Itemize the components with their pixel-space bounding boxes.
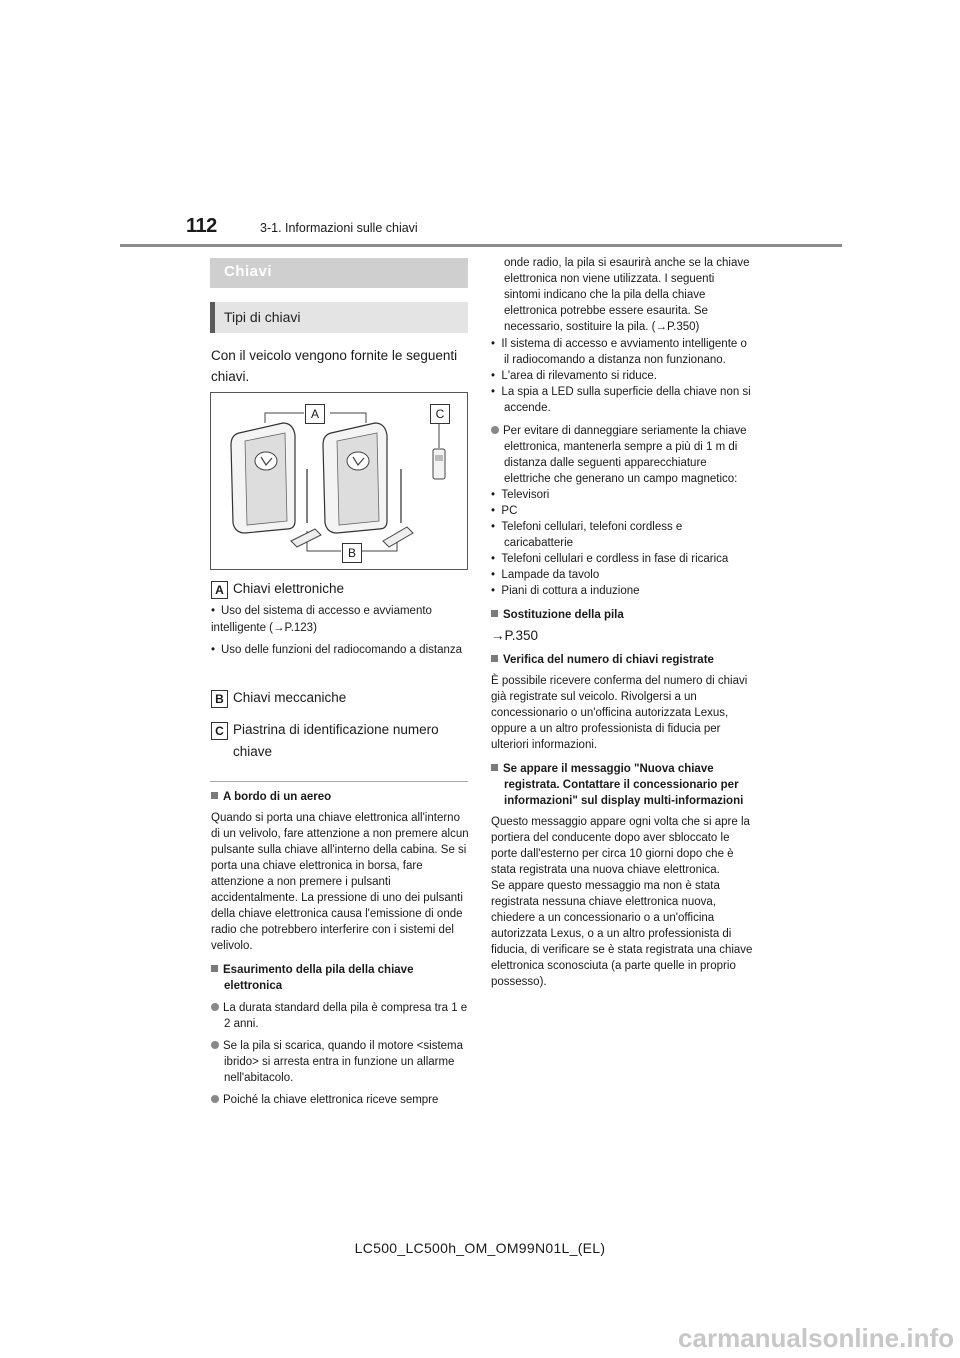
heading-aircraft: A bordo di un aereo: [211, 789, 469, 805]
legend-box-b: B: [211, 690, 228, 708]
equip-3: • Telefoni cellulari, telefoni cordless e caricabatterie: [491, 521, 683, 549]
legend-box-c: C: [211, 722, 228, 740]
equip-4: • Telefoni cellulari e cordless in fase di ricarica: [491, 553, 729, 565]
bullet-3: • La spia a LED sulla superficie della chiave non si accende.: [491, 386, 751, 414]
equip-2: • PC: [491, 505, 518, 517]
para-message-1: Questo messaggio appare ogni volta che si apre la portiera del conducente dopo aver sbloccato le porte dall'esterno per circa 10 giorni dopo che è stata registrata una nuova chiave elettronica.: [491, 816, 750, 876]
heading-verify: Verifica del numero di chiavi registrate: [491, 652, 753, 668]
band-title: Chiavi: [210, 258, 468, 288]
equip-1: • Televisori: [491, 489, 550, 501]
footer-code: LC500_LC500h_OM_OM99N01L_(EL): [354, 1240, 606, 1256]
bullet-2: • L'area di rilevamento si riduce.: [491, 370, 658, 382]
para-aircraft: Quando si porta una chiave elettronica all'interno di un velivolo, fare attenzione a non premere alcun pulsante sulla chiave all'interno della cabina. Se si porta una chiave elettronica in borsa, fare attenzione a non premere i pulsanti accidentalmente. La pressione di uno dei pulsanti della chiave elettronica causa l'emissione di onde radio che potrebbero interferire con i sistemi del velivolo.: [211, 812, 469, 952]
dot-item-2: Se la pila si scarica, quando il motore <sistema ibrido> si arresta entra in funzione un allarme nell'abitacolo.: [211, 1038, 469, 1086]
legend-text-a: Chiavi elettroniche: [233, 581, 345, 596]
equip-6: • Piani di cottura a induzione: [491, 585, 640, 597]
dot-item-4: Per evitare di danneggiare seriamente la chiave elettronica, mantenerla sempre a più di 1 m di distanza dalle seguenti apparecchiature elettriche che generano un campo magnetico:: [491, 423, 753, 487]
page-number: 112: [186, 215, 217, 237]
equip-5: • Lampade da tavolo: [491, 569, 600, 581]
legend-text-b: Chiavi meccaniche: [233, 690, 347, 705]
para-message-2: Se appare questo messaggio ma non è stata registrata nessuna chiave elettronica nuova, chiedere a un concessionario o a un'officina autorizzata Lexus, o a un altro professionista di fiducia, di verificare se è stata registrata una chiave elettronica sconosciuta (a parte quelle in proprio possesso).: [491, 880, 753, 988]
para-verify: È possibile ricevere conferma del numero di chiavi già registrate sul veicolo. Rivolgersi a un concessionario o un'officina autorizzata Lexus, oppure a un altro professionista di fiducia per ulteriori informazioni.: [491, 675, 748, 751]
figure-label-c: C: [430, 404, 450, 424]
legend-a-sub2: • Uso delle funzioni del radiocomando a distanza: [211, 644, 463, 656]
heading-message: Se appare il messaggio "Nuova chiave registrata. Contattare il concessionario per informazioni" sul display multi-informazioni: [491, 761, 753, 809]
intro-text: Con il veicolo vengono fornite le seguenti chiavi.: [211, 348, 458, 384]
bullet-1: • Il sistema di accesso e avviamento intelligente o il radiocomando a distanza non funzionano.: [491, 338, 747, 366]
keys-figure: [210, 392, 468, 570]
section-title: 3-1. Informazioni sulle chiavi: [260, 221, 418, 235]
legend-box-a: A: [211, 581, 228, 599]
divider-rule: [210, 781, 468, 782]
right-column: [491, 255, 753, 990]
left-column: [211, 789, 469, 1108]
band-subtitle: Tipi di chiavi: [210, 302, 468, 333]
figure-label-a: A: [305, 404, 325, 424]
watermark: carmanualsonline.info: [678, 1323, 954, 1353]
dot-item-3: Poiché la chiave elettronica riceve sempre: [211, 1092, 469, 1108]
dot-item-1: La durata standard della pila è compresa tra 1 e 2 anni.: [211, 1000, 469, 1032]
figure-label-b: B: [342, 543, 362, 563]
legend-a-sub1: • Uso del sistema di accesso e avviamento intelligente (→P.123): [211, 605, 432, 634]
keys-illustration: [211, 393, 467, 569]
header-rule: [120, 244, 842, 247]
para-continued: onde radio, la pila si esaurirà anche se la chiave elettronica non viene utilizzata. I seguenti sintomi indicano che la pila della chiave elettronica potrebbe essere esaurita. Se necessario, sostituire la pila. (→P.350): [504, 257, 750, 333]
legend-text-c2: chiave: [233, 744, 273, 759]
heading-replace: Sostituzione della pila: [491, 607, 753, 623]
legend-text-c1: Piastrina di identificazione numero: [233, 722, 439, 737]
heading-battery: Esaurimento della pila della chiave elettronica: [211, 962, 469, 994]
ref-replace[interactable]: →P.350: [491, 628, 539, 643]
